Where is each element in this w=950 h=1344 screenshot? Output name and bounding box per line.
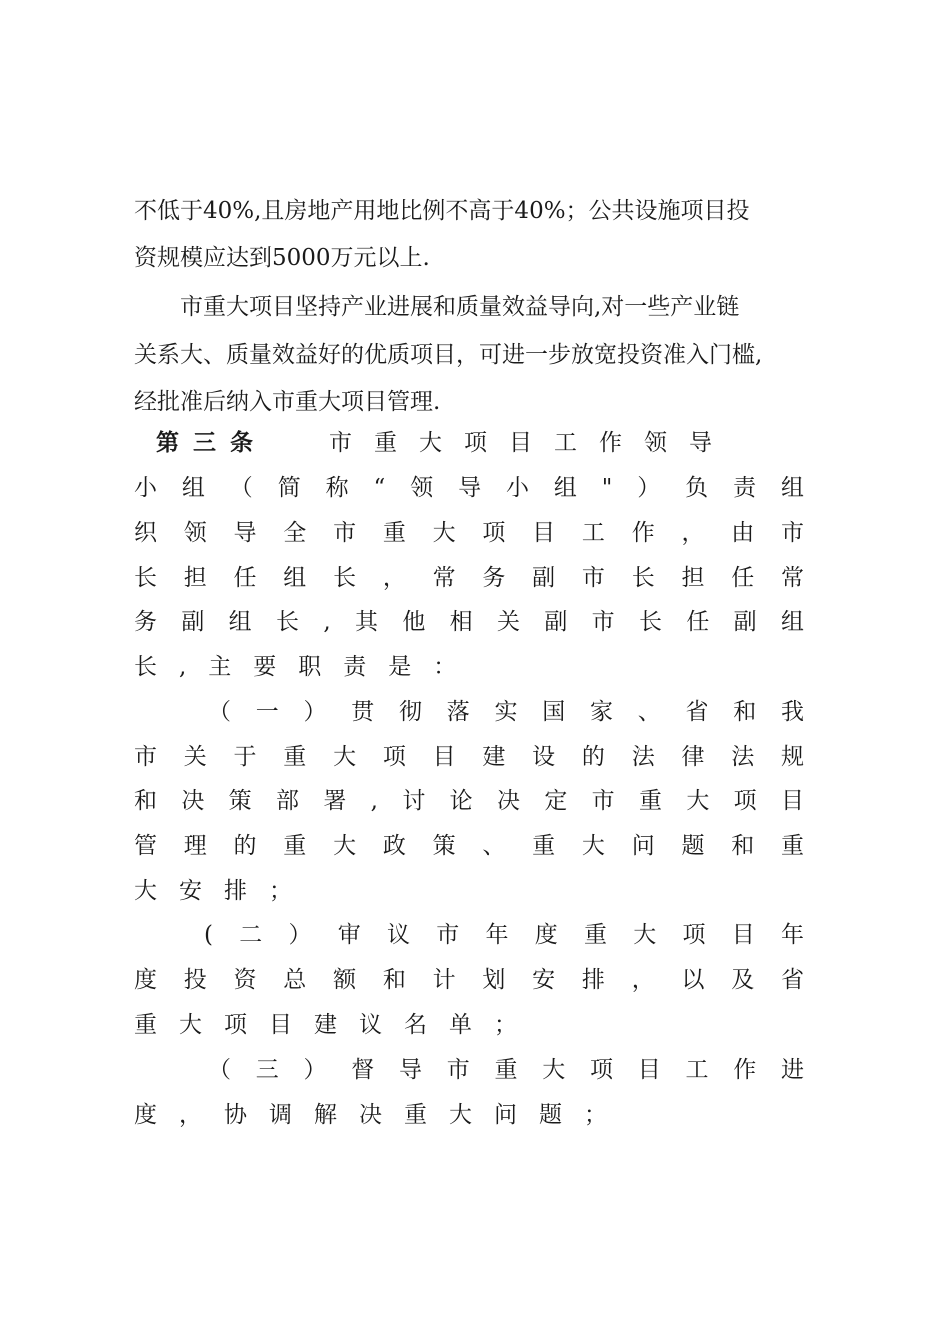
- item-2-line-2: 度投资总额和计划安排，以及省: [134, 967, 804, 993]
- item-2-line-3: 重大项目建议名单；: [134, 1012, 539, 1038]
- item-3-line-1: （三）督导市重大项目工作进: [208, 1057, 804, 1083]
- paragraph-1-line-1: 不低于40%,且房地产用地比例不高于40%；公共设施项目投: [134, 198, 750, 224]
- item-1-line-1: （一）贯彻落实国家、省和我: [208, 699, 804, 725]
- article-3-line-3: 织领导全市重大项目工作，由市: [134, 520, 804, 546]
- article-3-title: 第三条: [156, 430, 267, 456]
- item-1-line-5: 大安排；: [134, 878, 314, 904]
- item-2-line-1: (二）审议市年度重大项目年: [204, 922, 804, 948]
- paragraph-1-line-2: 资规模应达到5000万元以上.: [134, 245, 430, 271]
- article-3-line-2: 小组（简称“领导小组"）负责组: [134, 475, 804, 501]
- item-3-line-2: 度，协调解决重大问题；: [134, 1102, 629, 1128]
- item-1-line-4: 管理的重大政策、重大问题和重: [134, 833, 804, 859]
- article-3-line-6: 长,主要职责是：: [134, 654, 479, 680]
- article-3-line-4: 长担任组长，常务副市长担任常: [134, 565, 804, 591]
- item-1-line-3: 和决策部署,讨论决定市重大项目: [134, 788, 804, 814]
- article-3-line-1: 市重大项目工作领导: [329, 430, 734, 456]
- article-3-line-5: 务副组长,其他相关副市长任副组: [134, 609, 804, 635]
- paragraph-2-line-2: 关系大、质量效益好的优质项目，可进一步放宽投资准入门槛,: [134, 342, 763, 368]
- paragraph-2-line-3: 经批准后纳入市重大项目管理.: [134, 389, 441, 415]
- item-1-line-2: 市关于重大项目建设的法律法规: [134, 744, 804, 770]
- paragraph-2-line-1: 市重大项目坚持产业进展和质量效益导向,对一些产业链: [180, 294, 740, 320]
- article-3-heading-line: [134, 428, 834, 458]
